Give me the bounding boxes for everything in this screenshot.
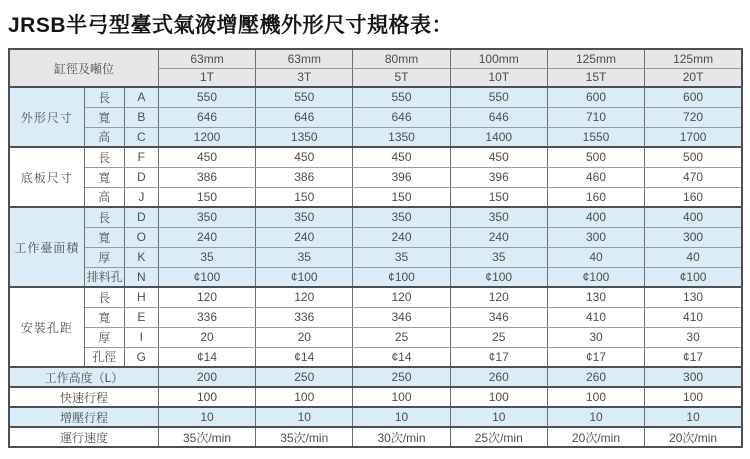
summary-label-cell: 增壓行程 [9,407,158,427]
value-cell: 250 [353,367,450,387]
value-cell: 130 [645,287,742,307]
value-cell: 450 [353,147,450,167]
value-cell: 350 [256,207,353,227]
value-cell: 1550 [547,127,644,147]
value-cell: 600 [645,87,742,107]
value-cell: 260 [547,367,644,387]
value-cell: ¢100 [450,267,547,287]
value-cell: 25 [353,327,450,347]
value-cell: ¢100 [645,267,742,287]
diameter-cell: 63mm [158,49,255,68]
value-cell: 410 [645,307,742,327]
value-cell: 550 [256,87,353,107]
sub-label-cell: 長 [84,147,124,167]
sub-label-cell: 寬 [84,307,124,327]
tonnage-cell: 3T [256,68,353,87]
value-cell: 1350 [353,127,450,147]
table-row [9,267,742,287]
table-row [9,287,742,307]
value-cell: 240 [256,227,353,247]
summary-label-cell: 工作高度（L） [9,367,158,387]
value-cell: 710 [547,107,644,127]
value-cell: ¢17 [645,347,742,367]
value-cell: 40 [547,247,644,267]
sub-label-cell: 高 [84,187,124,207]
value-cell: 100 [256,387,353,407]
value-cell: 500 [645,147,742,167]
code-cell: B [124,107,158,127]
value-cell: 25次/min [450,427,547,447]
code-cell: C [124,127,158,147]
value-cell: 25 [450,327,547,347]
code-cell: D [124,167,158,187]
value-cell: ¢14 [256,347,353,367]
value-cell: 35 [256,247,353,267]
group-label-cell: 安裝孔距 [9,287,84,367]
value-cell: 100 [450,387,547,407]
value-cell: 10 [158,407,255,427]
value-cell: 386 [158,167,255,187]
group-label-cell: 底板尺寸 [9,147,84,207]
value-cell: 350 [450,207,547,227]
value-cell: 35 [158,247,255,267]
value-cell: 35 [353,247,450,267]
diameter-cell: 80mm [353,49,450,68]
code-cell: K [124,247,158,267]
value-cell: 300 [645,367,742,387]
table-row [9,367,742,387]
sub-label-cell: 寬 [84,167,124,187]
table-row [9,187,742,207]
group-label-cell: 工作臺面積 [9,207,84,287]
value-cell: 250 [256,367,353,387]
sub-label-cell: 高 [84,127,124,147]
value-cell: ¢17 [450,347,547,367]
value-cell: 35次/min [158,427,255,447]
sub-label-cell: 厚 [84,327,124,347]
corner-cell: 缸徑及噸位 [9,49,158,87]
value-cell: 200 [158,367,255,387]
spec-table [8,48,743,448]
value-cell: 1350 [256,127,353,147]
value-cell: ¢14 [353,347,450,367]
code-cell: H [124,287,158,307]
table-row [9,327,742,347]
value-cell: 1700 [645,127,742,147]
code-cell: F [124,147,158,167]
code-cell: D [124,207,158,227]
value-cell: 120 [158,287,255,307]
value-cell: 40 [645,247,742,267]
value-cell: ¢100 [158,267,255,287]
group-label-cell: 外形尺寸 [9,87,84,147]
value-cell: ¢17 [547,347,644,367]
value-cell: 396 [353,167,450,187]
value-cell: 30 [645,327,742,347]
value-cell: 346 [450,307,547,327]
value-cell: 10 [353,407,450,427]
code-cell: G [124,347,158,367]
value-cell: 410 [547,307,644,327]
tonnage-cell: 10T [450,68,547,87]
table-row [9,127,742,147]
value-cell: 1200 [158,127,255,147]
sub-label-cell: 寬 [84,107,124,127]
diameter-cell: 125mm [547,49,644,68]
value-cell: 400 [645,207,742,227]
table-row [9,167,742,187]
value-cell: 100 [645,387,742,407]
value-cell: 150 [256,187,353,207]
table-row [9,307,742,327]
value-cell: 396 [450,167,547,187]
table-row [9,387,742,407]
sub-label-cell: 長 [84,287,124,307]
value-cell: 10 [645,407,742,427]
value-cell: 450 [256,147,353,167]
table-row [9,49,742,68]
table-row [9,207,742,227]
value-cell: 600 [547,87,644,107]
value-cell: 35 [450,247,547,267]
value-cell: 500 [547,147,644,167]
table-row [9,147,742,167]
value-cell: ¢14 [158,347,255,367]
value-cell: 10 [547,407,644,427]
value-cell: 100 [353,387,450,407]
value-cell: 646 [158,107,255,127]
value-cell: 336 [256,307,353,327]
diameter-cell: 63mm [256,49,353,68]
value-cell: ¢100 [353,267,450,287]
sub-label-cell: 孔徑 [84,347,124,367]
table-row [9,407,742,427]
value-cell: 20 [158,327,255,347]
value-cell: 240 [353,227,450,247]
value-cell: 346 [353,307,450,327]
value-cell: ¢100 [256,267,353,287]
sub-label-cell: 厚 [84,247,124,267]
value-cell: 240 [450,227,547,247]
sub-label-cell: 長 [84,87,124,107]
value-cell: 550 [353,87,450,107]
value-cell: 150 [158,187,255,207]
value-cell: 350 [158,207,255,227]
value-cell: 550 [158,87,255,107]
value-cell: 30 [547,327,644,347]
code-cell: N [124,267,158,287]
value-cell: 720 [645,107,742,127]
sub-label-cell: 長 [84,207,124,227]
sub-label-cell: 排料孔 [84,267,124,287]
value-cell: 100 [547,387,644,407]
table-row [9,427,742,447]
value-cell: 35次/min [256,427,353,447]
value-cell: 10 [450,407,547,427]
value-cell: 130 [547,287,644,307]
tonnage-cell: 1T [158,68,255,87]
value-cell: 240 [158,227,255,247]
value-cell: ¢100 [547,267,644,287]
summary-label-cell: 運行速度 [9,427,158,447]
code-cell: O [124,227,158,247]
diameter-cell: 100mm [450,49,547,68]
tonnage-cell: 5T [353,68,450,87]
table-row [9,347,742,367]
value-cell: 300 [645,227,742,247]
value-cell: 20次/min [547,427,644,447]
sub-label-cell: 寬 [84,227,124,247]
value-cell: 160 [547,187,644,207]
value-cell: 150 [353,187,450,207]
value-cell: 646 [353,107,450,127]
value-cell: 350 [353,207,450,227]
value-cell: 10 [256,407,353,427]
page-title: JRSB半弓型臺式氣液增壓機外形尺寸規格表： [8,14,454,37]
value-cell: 450 [450,147,547,167]
value-cell: 450 [158,147,255,167]
value-cell: 100 [158,387,255,407]
value-cell: 120 [256,287,353,307]
tonnage-cell: 15T [547,68,644,87]
table-row [9,107,742,127]
diameter-cell: 125mm [645,49,742,68]
value-cell: 470 [645,167,742,187]
code-cell: I [124,327,158,347]
table-row [9,87,742,107]
value-cell: 336 [158,307,255,327]
code-cell: E [124,307,158,327]
value-cell: 30次/min [353,427,450,447]
value-cell: 150 [450,187,547,207]
value-cell: 300 [547,227,644,247]
value-cell: 386 [256,167,353,187]
value-cell: 400 [547,207,644,227]
tonnage-cell: 20T [645,68,742,87]
value-cell: 646 [450,107,547,127]
value-cell: 260 [450,367,547,387]
value-cell: 120 [353,287,450,307]
value-cell: 160 [645,187,742,207]
value-cell: 646 [256,107,353,127]
table-row [9,247,742,267]
value-cell: 20 [256,327,353,347]
summary-label-cell: 快速行程 [9,387,158,407]
value-cell: 120 [450,287,547,307]
value-cell: 20次/min [645,427,742,447]
code-cell: A [124,87,158,107]
value-cell: 460 [547,167,644,187]
code-cell: J [124,187,158,207]
value-cell: 550 [450,87,547,107]
value-cell: 1400 [450,127,547,147]
table-row [9,227,742,247]
